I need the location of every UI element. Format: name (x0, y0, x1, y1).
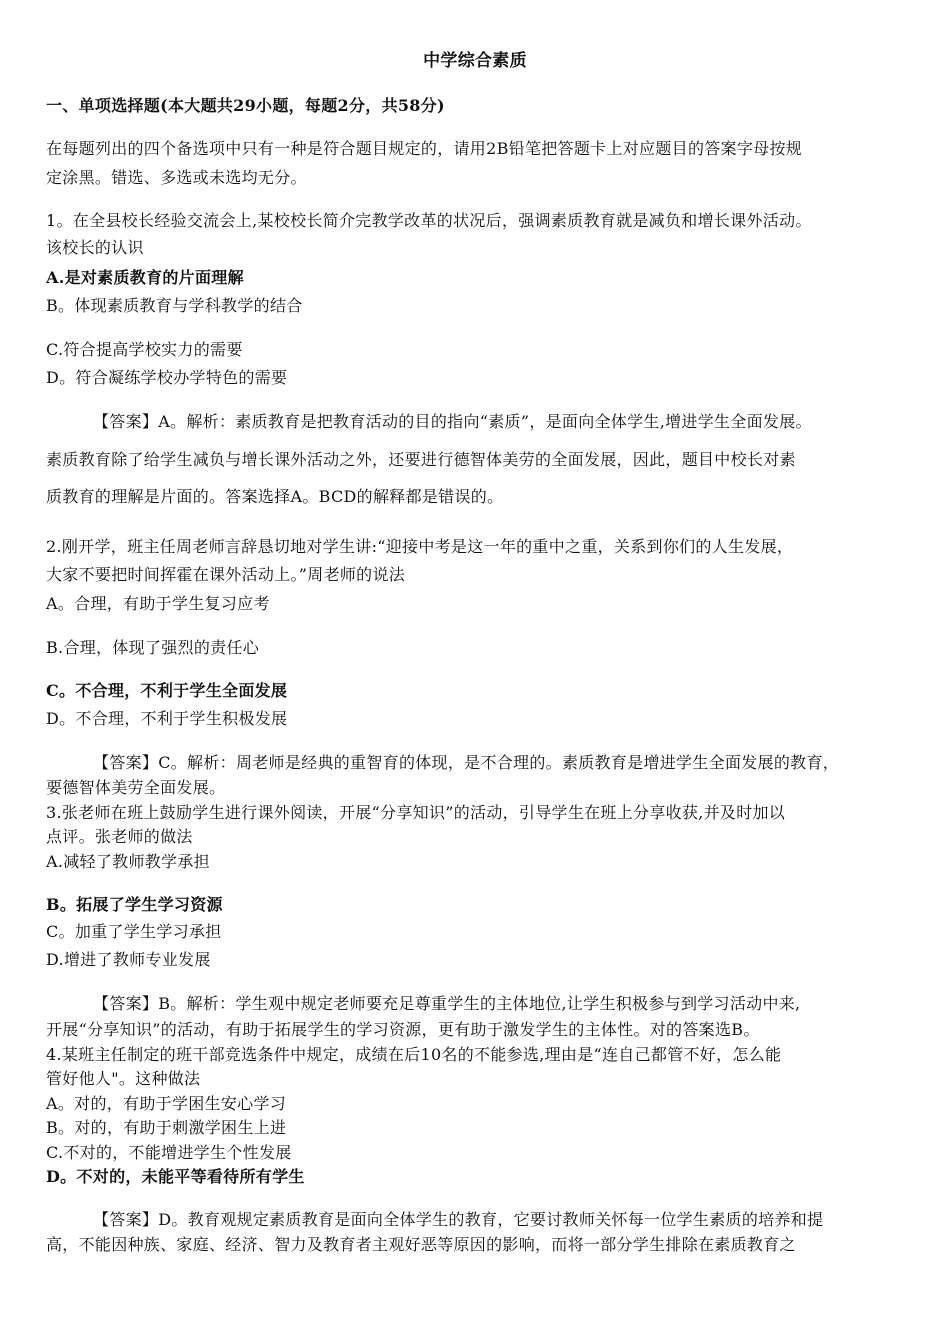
question-stem-line: 2.刚开学，班主任周老师言辞恳切地对学生讲:“迎接中考是这一年的重中之重，关系到你们的人生发展， (46, 537, 794, 556)
answer-line: 【答案】A。解析：素质教育是把教育活动的目的指向“素质”，是面向全体学生,增进学生全面发展。 (93, 412, 812, 431)
option-a: A.是对素质教育的片面理解 (46, 268, 244, 287)
option-c: C。加重了学生学习承担 (46, 922, 222, 941)
option-a: A。对的，有助于学困生安心学习 (46, 1094, 287, 1113)
option-c: C.符合提高学校实力的需要 (46, 340, 243, 359)
question-stem-line: 3.张老师在班上鼓励学生进行课外阅读，开展“分享知识”的活动，引导学生在班上分享收获,并及时加以 (46, 803, 786, 822)
answer-line: 【答案】C。解析：周老师是经典的重智育的体现，是不合理的。素质教育是增进学生全面发展的教育， (93, 753, 840, 772)
section-heading: 一、单项选择题(本大题共29小题，每题2分，共58分) (46, 96, 445, 115)
option-b: B。拓展了学生学习资源 (46, 895, 223, 914)
question-stem-line: 管好他人"。这种做法 (46, 1069, 201, 1088)
option-a: A.减轻了教师教学承担 (46, 852, 210, 871)
question-stem-line: 点评。张老师的做法 (46, 827, 193, 846)
answer-line: 开展“分享知识”的活动，有助于拓展学生的学习资源，更有助于激发学生的主体性。对的答案选B。 (46, 1020, 760, 1039)
option-d: D。不合理，不利于学生积极发展 (46, 709, 288, 728)
option-b: B。对的，有助于刺激学困生上进 (46, 1118, 287, 1137)
option-b: B.合理，体现了强烈的责任心 (46, 638, 260, 657)
question-stem-line: 大家不要把时间挥霍在课外活动上。”周老师的说法 (46, 565, 406, 584)
question-stem-line: 1。在全县校长经验交流会上,某校校长简介完教学改革的状况后，强调素质教育就是减负和增长课外活动。 (46, 211, 812, 230)
answer-line: 【答案】D。教育观规定素质教育是面向全体学生的教育，它要讨教师关怀每一位学生素质的培养和提 (93, 1210, 824, 1229)
option-b: B。体现素质教育与学科教学的结合 (46, 296, 303, 315)
option-d: D.增进了教师专业发展 (46, 950, 211, 969)
page-title: 中学综合素质 (423, 51, 527, 71)
answer-line: 【答案】B。解析：学生观中规定老师要充足尊重学生的主体地位,让学生积极参与到学习活动中来, (93, 994, 801, 1013)
instructions-line: 在每题列出的四个备选项中只有一种是符合题目规定的，请用2B铅笔把答题卡上对应题目的答案字母按规 (46, 139, 803, 158)
option-c: C。不合理，不利于学生全面发展 (46, 681, 288, 700)
answer-line: 质教育的理解是片面的。答案选择A。BCD的解释都是错误的。 (46, 487, 504, 506)
option-a: A。合理，有助于学生复习应考 (46, 594, 270, 613)
question-stem-line: 4.某班主任制定的班干部竞选条件中规定，成绩在后10名的不能参选,理由是“连自己都管不好，怎么能 (46, 1045, 782, 1064)
question-stem-line: 该校长的认识 (46, 238, 144, 257)
instructions-line: 定涂黑。错选、多选或未选均无分。 (46, 168, 307, 187)
option-d: D。符合凝练学校办学特色的需要 (46, 368, 288, 387)
option-c: C.不对的，不能增进学生个性发展 (46, 1143, 292, 1162)
answer-line: 高，不能因种族、家庭、经济、智力及教育者主观好恶等原因的影响，而将一部分学生排除在素质教育之 (46, 1235, 796, 1254)
option-d: D。不对的，未能平等看待所有学生 (46, 1167, 305, 1186)
answer-line: 要德智体美劳全面发展。 (46, 778, 226, 797)
answer-line: 素质教育除了给学生减负与增长课外活动之外，还要进行德智体美劳的全面发展，因此，题目中校长对素 (46, 450, 796, 469)
